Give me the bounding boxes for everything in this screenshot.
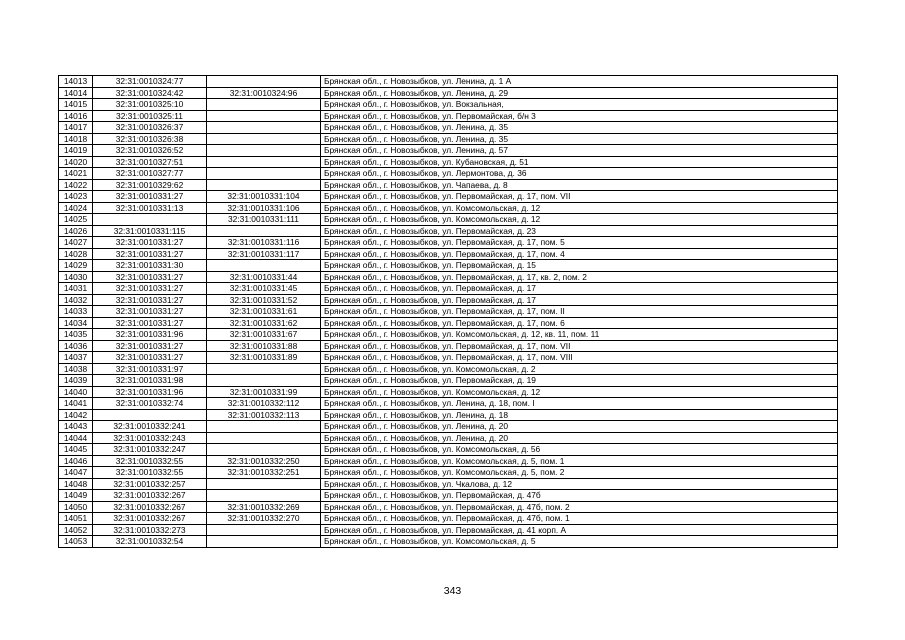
row-number-cell: 14048 [59, 478, 93, 490]
table-row [59, 294, 838, 306]
related-cadastral-number-cell [207, 133, 321, 145]
related-cadastral-number-cell [207, 524, 321, 536]
row-number-cell: 14020 [59, 156, 93, 168]
table-row [59, 524, 838, 536]
table-row [59, 501, 838, 513]
row-number-cell: 14040 [59, 386, 93, 398]
related-cadastral-number-cell: 32:31:0010332:250 [207, 455, 321, 467]
cadastral-number-cell: 32:31:0010331:27 [93, 248, 207, 260]
related-cadastral-number-cell [207, 99, 321, 111]
cadastral-number-cell: 32:31:0010332:54 [93, 536, 207, 548]
address-cell: Брянская обл., г. Новозыбков, ул. Лермонтова, д. 36 [321, 168, 838, 180]
row-number-cell: 14041 [59, 398, 93, 410]
related-cadastral-number-cell [207, 432, 321, 444]
row-number-cell: 14049 [59, 490, 93, 502]
related-cadastral-number-cell: 32:31:0010331:89 [207, 352, 321, 364]
row-number-cell: 14029 [59, 260, 93, 272]
related-cadastral-number-cell: 32:31:0010332:113 [207, 409, 321, 421]
address-cell: Брянская обл., г. Новозыбков, ул. Вокзальная, [321, 99, 838, 111]
address-cell: Брянская обл., г. Новозыбков, ул. Ленина, д. 20 [321, 432, 838, 444]
cadastral-number-cell: 32:31:0010332:267 [93, 490, 207, 502]
related-cadastral-number-cell: 32:31:0010331:104 [207, 191, 321, 203]
address-cell: Брянская обл., г. Новозыбков, ул. Ленина, д. 35 [321, 133, 838, 145]
page-number: 343 [443, 585, 462, 597]
cadastral-number-cell: 32:31:0010324:77 [93, 76, 207, 88]
table-row [59, 202, 838, 214]
cadastral-number-cell: 32:31:0010331:27 [93, 191, 207, 203]
table-row [59, 225, 838, 237]
related-cadastral-number-cell: 32:31:0010331:117 [207, 248, 321, 260]
related-cadastral-number-cell [207, 179, 321, 191]
table-row [59, 398, 838, 410]
address-cell: Брянская обл., г. Новозыбков, ул. Комсомольская, д. 12 [321, 202, 838, 214]
row-number-cell: 14013 [59, 76, 93, 88]
table-row [59, 478, 838, 490]
row-number-cell: 14036 [59, 340, 93, 352]
row-number-cell: 14028 [59, 248, 93, 260]
related-cadastral-number-cell [207, 260, 321, 272]
address-cell: Брянская обл., г. Новозыбков, ул. Первомайская, д. 47б, пом. 1 [321, 513, 838, 525]
table-row [59, 363, 838, 375]
address-cell: Брянская обл., г. Новозыбков, ул. Комсомольская, д. 12 [321, 214, 838, 226]
row-number-cell: 14022 [59, 179, 93, 191]
row-number-cell: 14043 [59, 421, 93, 433]
cadastral-number-cell: 32:31:0010331:27 [93, 294, 207, 306]
table-row [59, 248, 838, 260]
related-cadastral-number-cell [207, 444, 321, 456]
related-cadastral-number-cell: 32:31:0010331:116 [207, 237, 321, 249]
address-cell: Брянская обл., г. Новозыбков, ул. Комсомольская, д. 12 [321, 386, 838, 398]
cadastral-number-cell: 32:31:0010332:247 [93, 444, 207, 456]
row-number-cell: 14018 [59, 133, 93, 145]
related-cadastral-number-cell: 32:31:0010332:251 [207, 467, 321, 479]
row-number-cell: 14053 [59, 536, 93, 548]
related-cadastral-number-cell: 32:31:0010331:67 [207, 329, 321, 341]
related-cadastral-number-cell: 32:31:0010332:269 [207, 501, 321, 513]
table-row [59, 375, 838, 387]
related-cadastral-number-cell: 32:31:0010331:88 [207, 340, 321, 352]
address-cell: Брянская обл., г. Новозыбков, ул. Первомайская, д. 47б, пом. 2 [321, 501, 838, 513]
cadastral-number-cell: 32:31:0010331:98 [93, 375, 207, 387]
row-number-cell: 14021 [59, 168, 93, 180]
cadastral-number-cell [93, 214, 207, 226]
table-row [59, 110, 838, 122]
address-cell: Брянская обл., г. Новозыбков, ул. Ленина, д. 20 [321, 421, 838, 433]
address-cell: Брянская обл., г. Новозыбков, ул. Первомайская, б/н 3 [321, 110, 838, 122]
cadastral-number-cell: 32:31:0010327:77 [93, 168, 207, 180]
address-cell: Брянская обл., г. Новозыбков, ул. Чкалова, д. 12 [321, 478, 838, 490]
row-number-cell: 14046 [59, 455, 93, 467]
related-cadastral-number-cell: 32:31:0010331:61 [207, 306, 321, 318]
cadastral-number-cell: 32:31:0010331:27 [93, 352, 207, 364]
row-number-cell: 14026 [59, 225, 93, 237]
cadastral-number-cell: 32:31:0010325:10 [93, 99, 207, 111]
address-cell: Брянская обл., г. Новозыбков, ул. Первомайская, д. 15 [321, 260, 838, 272]
address-cell: Брянская обл., г. Новозыбков, ул. Ленина, д. 1 А [321, 76, 838, 88]
row-number-cell: 14032 [59, 294, 93, 306]
address-cell: Брянская обл., г. Новозыбков, ул. Комсомольская, д. 5, пом. 1 [321, 455, 838, 467]
table-row [59, 386, 838, 398]
table-row [59, 271, 838, 283]
cadastral-number-cell: 32:31:0010331:30 [93, 260, 207, 272]
cadastral-number-cell: 32:31:0010332:74 [93, 398, 207, 410]
cadastral-number-cell: 32:31:0010332:267 [93, 501, 207, 513]
related-cadastral-number-cell [207, 363, 321, 375]
related-cadastral-number-cell [207, 145, 321, 157]
table-row [59, 145, 838, 157]
address-cell: Брянская обл., г. Новозыбков, ул. Первомайская, д. 17 [321, 283, 838, 295]
row-number-cell: 14027 [59, 237, 93, 249]
related-cadastral-number-cell: 32:31:0010331:62 [207, 317, 321, 329]
cadastral-number-cell: 32:31:0010332:55 [93, 455, 207, 467]
row-number-cell: 14038 [59, 363, 93, 375]
row-number-cell: 14047 [59, 467, 93, 479]
table-row [59, 156, 838, 168]
related-cadastral-number-cell: 32:31:0010331:111 [207, 214, 321, 226]
address-cell: Брянская обл., г. Новозыбков, ул. Ленина, д. 57 [321, 145, 838, 157]
address-cell: Брянская обл., г. Новозыбков, ул. Ленина, д. 29 [321, 87, 838, 99]
table-row [59, 168, 838, 180]
address-cell: Брянская обл., г. Новозыбков, ул. Первомайская, д. 17, пом. 5 [321, 237, 838, 249]
table-row [59, 260, 838, 272]
address-cell: Брянская обл., г. Новозыбков, ул. Первомайская, д. 23 [321, 225, 838, 237]
table-row [59, 214, 838, 226]
address-cell: Брянская обл., г. Новозыбков, ул. Первомайская, д. 17, пом. VII [321, 340, 838, 352]
cadastral-number-cell: 32:31:0010332:243 [93, 432, 207, 444]
cadastral-number-cell: 32:31:0010331:27 [93, 317, 207, 329]
related-cadastral-number-cell: 32:31:0010331:106 [207, 202, 321, 214]
cadastral-number-cell: 32:31:0010324:42 [93, 87, 207, 99]
cadastral-number-cell: 32:31:0010331:27 [93, 271, 207, 283]
address-cell: Брянская обл., г. Новозыбков, ул. Ленина, д. 35 [321, 122, 838, 134]
related-cadastral-number-cell [207, 536, 321, 548]
address-cell: Брянская обл., г. Новозыбков, ул. Комсомольская, д. 5, пом. 2 [321, 467, 838, 479]
table-row [59, 421, 838, 433]
address-cell: Брянская обл., г. Новозыбков, ул. Первомайская, д. 17, пом. II [321, 306, 838, 318]
related-cadastral-number-cell [207, 478, 321, 490]
cadastral-number-cell: 32:31:0010326:52 [93, 145, 207, 157]
table-row [59, 317, 838, 329]
row-number-cell: 14014 [59, 87, 93, 99]
row-number-cell: 14031 [59, 283, 93, 295]
address-cell: Брянская обл., г. Новозыбков, ул. Первомайская, д. 17, кв. 2, пом. 2 [321, 271, 838, 283]
related-cadastral-number-cell: 32:31:0010331:52 [207, 294, 321, 306]
table-row [59, 237, 838, 249]
row-number-cell: 14050 [59, 501, 93, 513]
address-cell: Брянская обл., г. Новозыбков, ул. Комсомольская, д. 12, кв. 11, пом. 11 [321, 329, 838, 341]
cadastral-number-cell: 32:31:0010326:37 [93, 122, 207, 134]
table-row [59, 329, 838, 341]
address-cell: Брянская обл., г. Новозыбков, ул. Первомайская, д. 17, пом. 6 [321, 317, 838, 329]
row-number-cell: 14017 [59, 122, 93, 134]
cadastral-number-cell [93, 409, 207, 421]
address-cell: Брянская обл., г. Новозыбков, ул. Первомайская, д. 19 [321, 375, 838, 387]
cadastral-number-cell: 32:31:0010331:27 [93, 237, 207, 249]
address-cell: Брянская обл., г. Новозыбков, ул. Первомайская, д. 41 корп. А [321, 524, 838, 536]
table-row [59, 352, 838, 364]
cadastral-number-cell: 32:31:0010331:27 [93, 340, 207, 352]
cadastral-number-cell: 32:31:0010332:241 [93, 421, 207, 433]
related-cadastral-number-cell [207, 375, 321, 387]
table-row [59, 306, 838, 318]
table-row [59, 122, 838, 134]
related-cadastral-number-cell: 32:31:0010331:45 [207, 283, 321, 295]
row-number-cell: 14015 [59, 99, 93, 111]
row-number-cell: 14030 [59, 271, 93, 283]
cadastral-number-cell: 32:31:0010331:96 [93, 386, 207, 398]
related-cadastral-number-cell [207, 168, 321, 180]
row-number-cell: 14023 [59, 191, 93, 203]
related-cadastral-number-cell [207, 490, 321, 502]
related-cadastral-number-cell: 32:31:0010332:270 [207, 513, 321, 525]
related-cadastral-number-cell [207, 122, 321, 134]
row-number-cell: 14044 [59, 432, 93, 444]
cadastral-number-cell: 32:31:0010325:11 [93, 110, 207, 122]
row-number-cell: 14039 [59, 375, 93, 387]
address-cell: Брянская обл., г. Новозыбков, ул. Ленина, д. 18 [321, 409, 838, 421]
address-cell: Брянская обл., г. Новозыбков, ул. Первомайская, д. 17 [321, 294, 838, 306]
address-cell: Брянская обл., г. Новозыбков, ул. Первомайская, д. 17, пом. 4 [321, 248, 838, 260]
table-row [59, 467, 838, 479]
row-number-cell: 14035 [59, 329, 93, 341]
related-cadastral-number-cell [207, 225, 321, 237]
registry-table [58, 75, 838, 548]
cadastral-number-cell: 32:31:0010331:97 [93, 363, 207, 375]
related-cadastral-number-cell [207, 110, 321, 122]
row-number-cell: 14051 [59, 513, 93, 525]
row-number-cell: 14042 [59, 409, 93, 421]
cadastral-number-cell: 32:31:0010329:62 [93, 179, 207, 191]
row-number-cell: 14052 [59, 524, 93, 536]
address-cell: Брянская обл., г. Новозыбков, ул. Комсомольская, д. 56 [321, 444, 838, 456]
table-row [59, 191, 838, 203]
table-row [59, 409, 838, 421]
table-row [59, 490, 838, 502]
cadastral-number-cell: 32:31:0010332:273 [93, 524, 207, 536]
table-row [59, 340, 838, 352]
related-cadastral-number-cell: 32:31:0010324:96 [207, 87, 321, 99]
address-cell: Брянская обл., г. Новозыбков, ул. Кубановская, д. 51 [321, 156, 838, 168]
table-row [59, 87, 838, 99]
row-number-cell: 14024 [59, 202, 93, 214]
cadastral-number-cell: 32:31:0010332:267 [93, 513, 207, 525]
address-cell: Брянская обл., г. Новозыбков, ул. Комсомольская, д. 2 [321, 363, 838, 375]
cadastral-number-cell: 32:31:0010331:13 [93, 202, 207, 214]
table-row [59, 444, 838, 456]
table-row [59, 99, 838, 111]
related-cadastral-number-cell: 32:31:0010331:99 [207, 386, 321, 398]
related-cadastral-number-cell [207, 421, 321, 433]
row-number-cell: 14033 [59, 306, 93, 318]
table-row [59, 283, 838, 295]
cadastral-number-cell: 32:31:0010331:27 [93, 283, 207, 295]
cadastral-number-cell: 32:31:0010331:27 [93, 306, 207, 318]
table-row [59, 76, 838, 88]
related-cadastral-number-cell: 32:31:0010331:44 [207, 271, 321, 283]
cadastral-number-cell: 32:31:0010331:115 [93, 225, 207, 237]
related-cadastral-number-cell: 32:31:0010332:112 [207, 398, 321, 410]
table-row [59, 179, 838, 191]
address-cell: Брянская обл., г. Новозыбков, ул. Первомайская, д. 17, пом. VIII [321, 352, 838, 364]
registry-table-body [59, 76, 838, 548]
table-row [59, 432, 838, 444]
cadastral-number-cell: 32:31:0010326:38 [93, 133, 207, 145]
cadastral-number-cell: 32:31:0010332:55 [93, 467, 207, 479]
row-number-cell: 14016 [59, 110, 93, 122]
row-number-cell: 14034 [59, 317, 93, 329]
row-number-cell: 14037 [59, 352, 93, 364]
cadastral-number-cell: 32:31:0010331:96 [93, 329, 207, 341]
row-number-cell: 14019 [59, 145, 93, 157]
address-cell: Брянская обл., г. Новозыбков, ул. Первомайская, д. 17, пом. VII [321, 191, 838, 203]
address-cell: Брянская обл., г. Новозыбков, ул. Комсомольская, д. 5 [321, 536, 838, 548]
row-number-cell: 14045 [59, 444, 93, 456]
cadastral-number-cell: 32:31:0010332:257 [93, 478, 207, 490]
table-row [59, 513, 838, 525]
address-cell: Брянская обл., г. Новозыбков, ул. Первомайская, д. 47б [321, 490, 838, 502]
table-row [59, 536, 838, 548]
table-row [59, 133, 838, 145]
address-cell: Брянская обл., г. Новозыбков, ул. Чапаева, д. 8 [321, 179, 838, 191]
address-cell: Брянская обл., г. Новозыбков, ул. Ленина, д. 18, пом. I [321, 398, 838, 410]
row-number-cell: 14025 [59, 214, 93, 226]
related-cadastral-number-cell [207, 156, 321, 168]
cadastral-number-cell: 32:31:0010327:51 [93, 156, 207, 168]
table-row [59, 455, 838, 467]
related-cadastral-number-cell [207, 76, 321, 88]
